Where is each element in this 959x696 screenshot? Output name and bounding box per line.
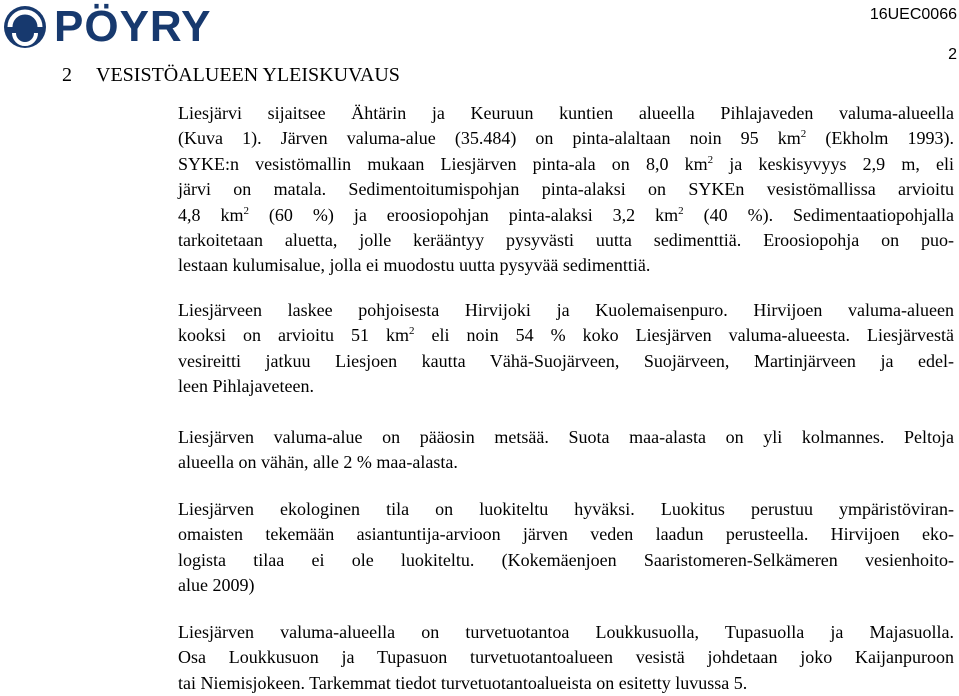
section-heading [62,64,400,87]
superscript: 2 [243,204,249,217]
paragraph-line: kooksi on arvioitu 51 $km^2$ eli noin 54 % koko Liesjärven valuma-alueesta. Liesjärvestä [178,325,954,346]
paragraph-line: Osa Loukkusuon ja Tupasuon turvetuotantoalueen vesistä johdetaan joko Kaijanpuroon [178,647,954,668]
superscript: 2 [800,128,807,141]
body-paragraph [178,620,954,696]
paragraph-line: tarkoitetaan aluetta, jolle kerääntyy pysyvästi uutta sedimenttiä. Eroosiopohja on puo- [178,230,954,251]
body-paragraph [178,101,954,279]
paragraph-line: Liesjärven ekologinen tila on luokiteltu hyväksi. Luokitus perustuu ympäristöviran- [178,499,954,519]
paragraph-line: SYKE:n vesistömallin mukaan Liesjärven pinta-ala on 8,0 $km^2$ ja keskisyvyys 2,9 m, eli [178,153,954,174]
paragraph-line: järvi on matala. Sedimentoitumispohjan pinta-alaksi on SYKEn vesistömallissa arvioitu [178,179,954,200]
body-paragraph [178,497,954,599]
document-id: 16UEC0066 [869,6,957,23]
paragraph-line: leen Pihlajaveteen. [178,376,314,397]
section-number: 2 [62,64,72,86]
paragraph-line: Liesjärveen laskee pohjoisesta Hirvijoki ja Kuolemaisenpuro. Hirvijoen valuma-alueen [178,300,954,320]
paragraph-line: 4,8 $km^2$ (60 %) ja eroosiopohjan pinta-alaksi 3,2 $km^2$ (40 %). Sedimentaatiopohjalla [178,204,954,225]
paragraph-line: logista tilaa ei ole luokiteltu. (Kokemäenjoen Saaristomeren-Selkämeren vesienhoito- [178,549,954,570]
superscript: 2 [409,325,415,338]
logo-text: PÖYRY [54,2,212,51]
paragraph-line: alue 2009) [178,575,255,596]
paragraph-line: Liesjärven valuma-alueella on turvetuotantoa Loukkusuolla, Tupasuolla ja Majasuolla. [178,622,954,642]
body-paragraph [178,425,954,476]
paragraph-line: vesireitti jatkuu Liesjoen kautta Vähä-Suojärveen, Suojärveen, Martinjärveen ja edel- [178,350,954,371]
paragraph-line: Liesjärvi sijaitsee Ähtärin ja Keuruun kuntien alueella Pihlajaveden valuma-alueella [178,103,954,123]
company-logo [2,4,211,50]
page-number: 2 [948,46,957,63]
paragraph-line: tai Niemisjokeen. Tarkemmat tiedot turvetuotantoalueista on esitetty luvussa 5. [178,672,748,693]
superscript: 2 [707,153,714,166]
section-title: VESISTÖALUEEN YLEISKUVAUS [96,64,400,86]
paragraph-line: Liesjärven valuma-alue on pääosin metsää. Suota maa-alasta on yli kolmannes. Peltoja [178,427,954,447]
paragraph-line: omaisten tekemään asiantuntija-arvioon järven veden laadun perusteella. Hirvijoen eko- [178,524,954,545]
superscript: 2 [678,204,684,217]
poyry-emblem-icon [2,4,48,50]
body-paragraph [178,298,954,400]
paragraph-line: alueella on vähän, alle 2 % maa-alasta. [178,452,458,473]
paragraph-line: (Kuva 1). Järven valuma-alue (35.484) on pinta-alaltaan noin 95 $km^2$ (Ekholm 1993). [178,128,954,149]
paragraph-line: lestaan kulumisalue, jolla ei muodostu uutta pysyvää sedimenttiä. [178,255,651,276]
